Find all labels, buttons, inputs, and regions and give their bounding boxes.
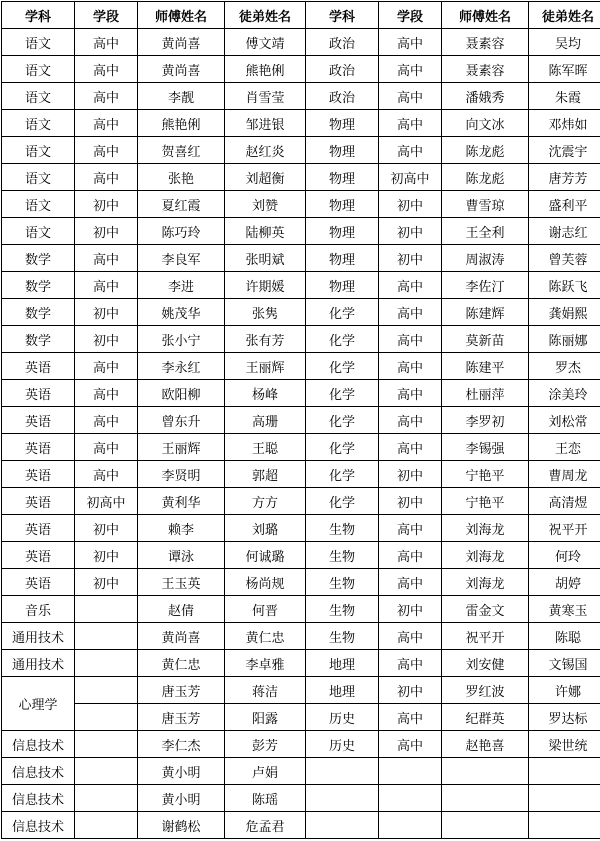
table-cell: 潘娥秀 bbox=[442, 83, 529, 110]
table-cell: 语文 bbox=[2, 110, 75, 137]
table-cell: 王聪 bbox=[225, 434, 306, 461]
table-cell: 英语 bbox=[2, 515, 75, 542]
table-cell: 生物 bbox=[306, 542, 379, 569]
table-cell: 信息技术 bbox=[2, 785, 75, 812]
table-cell: 初中 bbox=[379, 218, 442, 245]
table-cell: 黄仁忠 bbox=[138, 650, 225, 677]
table-cell: 傅文靖 bbox=[225, 29, 306, 56]
table-cell: 曹周龙 bbox=[529, 461, 600, 488]
table-cell bbox=[306, 812, 379, 839]
column-header-subject-left: 学科 bbox=[2, 2, 75, 29]
table-cell: 李锡强 bbox=[442, 434, 529, 461]
table-cell: 通用技术 bbox=[2, 623, 75, 650]
table-cell: 祝平开 bbox=[529, 515, 600, 542]
table-cell: 政治 bbox=[306, 29, 379, 56]
table-cell: 唐玉芳 bbox=[138, 677, 225, 704]
table-row bbox=[2, 488, 600, 515]
table-cell: 初高中 bbox=[379, 164, 442, 191]
table-row bbox=[2, 812, 600, 839]
table-cell: 生物 bbox=[306, 515, 379, 542]
table-cell: 文锡国 bbox=[529, 650, 600, 677]
table-cell: 化学 bbox=[306, 434, 379, 461]
table-cell: 杨峰 bbox=[225, 380, 306, 407]
table-cell: 化学 bbox=[306, 299, 379, 326]
table-cell: 胡婷 bbox=[529, 569, 600, 596]
table-cell: 物理 bbox=[306, 110, 379, 137]
table-cell bbox=[75, 785, 138, 812]
column-header-stage-right: 学段 bbox=[379, 2, 442, 29]
table-cell: 罗杰 bbox=[529, 353, 600, 380]
table-cell: 初中 bbox=[379, 461, 442, 488]
table-cell: 贺喜红 bbox=[138, 137, 225, 164]
table-row bbox=[2, 245, 600, 272]
table-cell: 初中 bbox=[379, 191, 442, 218]
table-cell: 地理 bbox=[306, 650, 379, 677]
table-cell: 王全利 bbox=[442, 218, 529, 245]
table-row bbox=[2, 56, 600, 83]
table-cell: 邓炜如 bbox=[529, 110, 600, 137]
table-cell bbox=[75, 677, 138, 704]
table-cell: 黄尚喜 bbox=[138, 623, 225, 650]
table-cell: 初中 bbox=[75, 299, 138, 326]
table-cell: 杨尚规 bbox=[225, 569, 306, 596]
table-row bbox=[2, 110, 600, 137]
table-cell: 高中 bbox=[379, 542, 442, 569]
table-cell: 陈聪 bbox=[529, 623, 600, 650]
table-cell bbox=[75, 812, 138, 839]
table-cell: 郭超 bbox=[225, 461, 306, 488]
table-cell bbox=[75, 758, 138, 785]
table-row bbox=[2, 83, 600, 110]
table-row bbox=[2, 677, 600, 704]
table-cell: 祝平开 bbox=[442, 623, 529, 650]
table-row bbox=[2, 785, 600, 812]
table-cell: 李靓 bbox=[138, 83, 225, 110]
table-cell: 刘海龙 bbox=[442, 515, 529, 542]
mentor-apprentice-table bbox=[1, 1, 600, 839]
table-cell: 生物 bbox=[306, 623, 379, 650]
table-cell: 化学 bbox=[306, 353, 379, 380]
table-cell: 信息技术 bbox=[2, 731, 75, 758]
table-header bbox=[2, 2, 600, 29]
table-row bbox=[2, 542, 600, 569]
table-cell bbox=[529, 812, 600, 839]
table-cell: 黄小明 bbox=[138, 758, 225, 785]
table-cell: 赵倩 bbox=[138, 596, 225, 623]
table-cell: 化学 bbox=[306, 326, 379, 353]
table-cell: 姚茂华 bbox=[138, 299, 225, 326]
table-cell: 物理 bbox=[306, 191, 379, 218]
table-cell: 李进 bbox=[138, 272, 225, 299]
table-cell: 生物 bbox=[306, 569, 379, 596]
table-cell: 英语 bbox=[2, 407, 75, 434]
table-cell: 周淑涛 bbox=[442, 245, 529, 272]
table-cell: 高中 bbox=[379, 623, 442, 650]
table-row bbox=[2, 218, 600, 245]
table-row bbox=[2, 137, 600, 164]
table-row bbox=[2, 650, 600, 677]
table-cell: 李仁杰 bbox=[138, 731, 225, 758]
table-cell: 陈军晖 bbox=[529, 56, 600, 83]
table-cell: 刘海龙 bbox=[442, 542, 529, 569]
table-header-row bbox=[2, 2, 600, 29]
table-cell: 彭芳 bbox=[225, 731, 306, 758]
table-cell: 许期媛 bbox=[225, 272, 306, 299]
table-cell: 高中 bbox=[75, 434, 138, 461]
table-cell: 陈龙彪 bbox=[442, 137, 529, 164]
table-cell: 唐玉芳 bbox=[138, 704, 225, 731]
table-cell: 数学 bbox=[2, 326, 75, 353]
table-cell: 张明斌 bbox=[225, 245, 306, 272]
column-header-subject-right: 学科 bbox=[306, 2, 379, 29]
table-cell bbox=[306, 785, 379, 812]
table-cell: 高中 bbox=[379, 110, 442, 137]
table-cell: 地理 bbox=[306, 677, 379, 704]
table-row bbox=[2, 704, 600, 731]
table-row bbox=[2, 569, 600, 596]
table-cell: 卢娟 bbox=[225, 758, 306, 785]
table-cell: 高中 bbox=[75, 164, 138, 191]
table-cell: 刘松常 bbox=[529, 407, 600, 434]
table-cell: 物理 bbox=[306, 245, 379, 272]
table-cell: 黄小明 bbox=[138, 785, 225, 812]
table-cell: 刘超衡 bbox=[225, 164, 306, 191]
table-cell: 高中 bbox=[379, 272, 442, 299]
table-cell: 生物 bbox=[306, 596, 379, 623]
table-row bbox=[2, 434, 600, 461]
table-row bbox=[2, 299, 600, 326]
table-cell: 黄利华 bbox=[138, 488, 225, 515]
table-cell: 化学 bbox=[306, 380, 379, 407]
table-cell: 王丽辉 bbox=[138, 434, 225, 461]
table-cell: 李卓雅 bbox=[225, 650, 306, 677]
table-cell: 王玉英 bbox=[138, 569, 225, 596]
table-cell: 张艳 bbox=[138, 164, 225, 191]
table-row bbox=[2, 758, 600, 785]
table-body bbox=[2, 29, 600, 839]
column-header-apprentice-left: 徒弟姓名 bbox=[225, 2, 306, 29]
table-cell: 初中 bbox=[379, 677, 442, 704]
table-cell: 宁艳平 bbox=[442, 488, 529, 515]
table-cell: 政治 bbox=[306, 83, 379, 110]
table-cell: 高中 bbox=[379, 650, 442, 677]
table-cell: 初中 bbox=[75, 326, 138, 353]
table-cell: 英语 bbox=[2, 353, 75, 380]
table-cell: 谢鹤松 bbox=[138, 812, 225, 839]
table-cell: 黄尚喜 bbox=[138, 29, 225, 56]
table-cell bbox=[379, 785, 442, 812]
table-cell: 高中 bbox=[75, 380, 138, 407]
table-cell: 陈建辉 bbox=[442, 299, 529, 326]
table-cell: 高中 bbox=[379, 731, 442, 758]
table-cell: 信息技术 bbox=[2, 812, 75, 839]
table-cell: 高中 bbox=[75, 137, 138, 164]
table-row bbox=[2, 164, 600, 191]
table-cell: 音乐 bbox=[2, 596, 75, 623]
table-cell: 向文冰 bbox=[442, 110, 529, 137]
table-cell: 宁艳平 bbox=[442, 461, 529, 488]
table-cell: 张小宁 bbox=[138, 326, 225, 353]
table-cell: 初中 bbox=[75, 218, 138, 245]
table-cell: 高中 bbox=[379, 137, 442, 164]
table-cell: 李罗初 bbox=[442, 407, 529, 434]
column-header-apprentice-right: 徒弟姓名 bbox=[529, 2, 600, 29]
table-cell: 英语 bbox=[2, 380, 75, 407]
table-cell: 英语 bbox=[2, 488, 75, 515]
table-cell: 高中 bbox=[379, 407, 442, 434]
table-cell bbox=[529, 758, 600, 785]
table-cell: 语文 bbox=[2, 83, 75, 110]
table-cell: 王恋 bbox=[529, 434, 600, 461]
table-cell: 陈丽娜 bbox=[529, 326, 600, 353]
table-cell: 纪群英 bbox=[442, 704, 529, 731]
table-cell: 许娜 bbox=[529, 677, 600, 704]
table-cell: 高中 bbox=[379, 299, 442, 326]
table-cell: 高中 bbox=[75, 83, 138, 110]
table-row bbox=[2, 191, 600, 218]
table-cell: 刘海龙 bbox=[442, 569, 529, 596]
table-cell: 唐芳芳 bbox=[529, 164, 600, 191]
table-cell: 李永红 bbox=[138, 353, 225, 380]
table-cell: 心理学 bbox=[2, 677, 75, 731]
table-cell: 历史 bbox=[306, 731, 379, 758]
table-cell: 陈巧玲 bbox=[138, 218, 225, 245]
table-cell: 陈瑶 bbox=[225, 785, 306, 812]
table-cell: 高中 bbox=[75, 461, 138, 488]
table-cell: 盛利平 bbox=[529, 191, 600, 218]
table-cell: 数学 bbox=[2, 299, 75, 326]
table-cell: 涂美玲 bbox=[529, 380, 600, 407]
table-cell: 方方 bbox=[225, 488, 306, 515]
table-cell: 高中 bbox=[379, 56, 442, 83]
table-cell: 初中 bbox=[75, 569, 138, 596]
table-cell: 曾东升 bbox=[138, 407, 225, 434]
table-row bbox=[2, 461, 600, 488]
table-cell: 数学 bbox=[2, 245, 75, 272]
table-cell: 语文 bbox=[2, 191, 75, 218]
table-cell: 陈跃飞 bbox=[529, 272, 600, 299]
table-cell: 化学 bbox=[306, 461, 379, 488]
table-cell bbox=[75, 623, 138, 650]
table-cell bbox=[75, 731, 138, 758]
table-cell: 曾芙蓉 bbox=[529, 245, 600, 272]
table-cell: 曹雪琼 bbox=[442, 191, 529, 218]
table-cell: 蒋洁 bbox=[225, 677, 306, 704]
table-cell: 高中 bbox=[75, 407, 138, 434]
table-cell: 高中 bbox=[379, 515, 442, 542]
table-cell: 高珊 bbox=[225, 407, 306, 434]
table-cell: 高中 bbox=[379, 380, 442, 407]
table-cell: 物理 bbox=[306, 218, 379, 245]
table-cell: 赵红炎 bbox=[225, 137, 306, 164]
table-cell: 何诚璐 bbox=[225, 542, 306, 569]
table-cell: 杜丽萍 bbox=[442, 380, 529, 407]
table-row bbox=[2, 407, 600, 434]
table-row bbox=[2, 515, 600, 542]
table-cell: 刘安健 bbox=[442, 650, 529, 677]
table-cell: 赵艳喜 bbox=[442, 731, 529, 758]
table-cell: 熊艳俐 bbox=[225, 56, 306, 83]
table-cell bbox=[442, 812, 529, 839]
table-cell: 高清煜 bbox=[529, 488, 600, 515]
table-cell: 刘璐 bbox=[225, 515, 306, 542]
table-row bbox=[2, 272, 600, 299]
table-cell: 信息技术 bbox=[2, 758, 75, 785]
table-cell: 吴均 bbox=[529, 29, 600, 56]
table-cell bbox=[75, 650, 138, 677]
table-cell: 语文 bbox=[2, 137, 75, 164]
table-cell: 高中 bbox=[379, 569, 442, 596]
table-cell: 陈建平 bbox=[442, 353, 529, 380]
table-cell: 初中 bbox=[379, 488, 442, 515]
table-cell bbox=[75, 596, 138, 623]
table-cell: 熊艳俐 bbox=[138, 110, 225, 137]
table-cell: 初中 bbox=[75, 542, 138, 569]
table-cell: 谭泳 bbox=[138, 542, 225, 569]
table-cell: 高中 bbox=[75, 29, 138, 56]
column-header-mentor-left: 师傅姓名 bbox=[138, 2, 225, 29]
table-cell: 历史 bbox=[306, 704, 379, 731]
table-cell: 初中 bbox=[379, 596, 442, 623]
table-row bbox=[2, 596, 600, 623]
table-cell: 夏红霞 bbox=[138, 191, 225, 218]
table-cell: 初中 bbox=[379, 245, 442, 272]
table-cell bbox=[379, 812, 442, 839]
table-cell: 沈震宇 bbox=[529, 137, 600, 164]
table-cell: 英语 bbox=[2, 461, 75, 488]
table-cell: 阳露 bbox=[225, 704, 306, 731]
table-cell: 化学 bbox=[306, 407, 379, 434]
table-cell: 高中 bbox=[75, 245, 138, 272]
table-cell: 化学 bbox=[306, 488, 379, 515]
table-cell: 聂素容 bbox=[442, 56, 529, 83]
table-cell: 初高中 bbox=[75, 488, 138, 515]
table-cell: 高中 bbox=[75, 56, 138, 83]
table-cell: 物理 bbox=[306, 137, 379, 164]
table-cell: 罗红波 bbox=[442, 677, 529, 704]
table-cell bbox=[306, 758, 379, 785]
table-cell: 英语 bbox=[2, 542, 75, 569]
table-cell: 赖李 bbox=[138, 515, 225, 542]
table-cell: 李良军 bbox=[138, 245, 225, 272]
table-row bbox=[2, 353, 600, 380]
table-cell: 李贤明 bbox=[138, 461, 225, 488]
table-cell: 聂素容 bbox=[442, 29, 529, 56]
table-cell: 语文 bbox=[2, 29, 75, 56]
table-cell: 邹进银 bbox=[225, 110, 306, 137]
table-cell: 物理 bbox=[306, 164, 379, 191]
table-cell: 高中 bbox=[379, 326, 442, 353]
table-cell: 高中 bbox=[379, 353, 442, 380]
table-cell: 黄尚喜 bbox=[138, 56, 225, 83]
table-cell: 张隽 bbox=[225, 299, 306, 326]
table-cell: 谢志红 bbox=[529, 218, 600, 245]
table-row bbox=[2, 731, 600, 758]
table-row bbox=[2, 29, 600, 56]
table-cell: 何晋 bbox=[225, 596, 306, 623]
table-cell bbox=[379, 758, 442, 785]
column-header-mentor-right: 师傅姓名 bbox=[442, 2, 529, 29]
table-cell: 肖雪莹 bbox=[225, 83, 306, 110]
table-cell bbox=[442, 785, 529, 812]
table-cell: 语文 bbox=[2, 56, 75, 83]
table-cell: 张有芳 bbox=[225, 326, 306, 353]
table-cell bbox=[75, 704, 138, 731]
table-cell: 高中 bbox=[75, 110, 138, 137]
table-cell: 初中 bbox=[75, 515, 138, 542]
table-cell: 数学 bbox=[2, 272, 75, 299]
table-cell: 英语 bbox=[2, 569, 75, 596]
table-cell: 雷金文 bbox=[442, 596, 529, 623]
table-cell bbox=[529, 785, 600, 812]
table-cell: 高中 bbox=[379, 434, 442, 461]
table-row bbox=[2, 326, 600, 353]
table-cell: 通用技术 bbox=[2, 650, 75, 677]
table-cell: 语文 bbox=[2, 218, 75, 245]
table-cell: 高中 bbox=[379, 704, 442, 731]
table-cell: 物理 bbox=[306, 272, 379, 299]
table-cell: 何玲 bbox=[529, 542, 600, 569]
table-cell: 陈龙彪 bbox=[442, 164, 529, 191]
table-cell: 危孟君 bbox=[225, 812, 306, 839]
table-cell: 黄仁忠 bbox=[225, 623, 306, 650]
table-cell: 欧阳柳 bbox=[138, 380, 225, 407]
table-cell: 英语 bbox=[2, 434, 75, 461]
table-cell bbox=[442, 758, 529, 785]
table-cell: 刘赞 bbox=[225, 191, 306, 218]
table-cell: 高中 bbox=[75, 272, 138, 299]
column-header-stage-left: 学段 bbox=[75, 2, 138, 29]
table-cell: 李佐汀 bbox=[442, 272, 529, 299]
table-cell: 王丽辉 bbox=[225, 353, 306, 380]
table-cell: 黄寒玉 bbox=[529, 596, 600, 623]
table-cell: 朱霞 bbox=[529, 83, 600, 110]
table-cell: 陆柳英 bbox=[225, 218, 306, 245]
table-cell: 梁世统 bbox=[529, 731, 600, 758]
table-row bbox=[2, 380, 600, 407]
table-cell: 语文 bbox=[2, 164, 75, 191]
table-cell: 龚娟熙 bbox=[529, 299, 600, 326]
table-cell: 政治 bbox=[306, 56, 379, 83]
table-cell: 莫新苗 bbox=[442, 326, 529, 353]
table-cell: 罗达标 bbox=[529, 704, 600, 731]
table-cell: 高中 bbox=[379, 83, 442, 110]
table-cell: 高中 bbox=[379, 29, 442, 56]
table-row bbox=[2, 623, 600, 650]
table-cell: 初中 bbox=[75, 191, 138, 218]
table-cell: 高中 bbox=[75, 353, 138, 380]
